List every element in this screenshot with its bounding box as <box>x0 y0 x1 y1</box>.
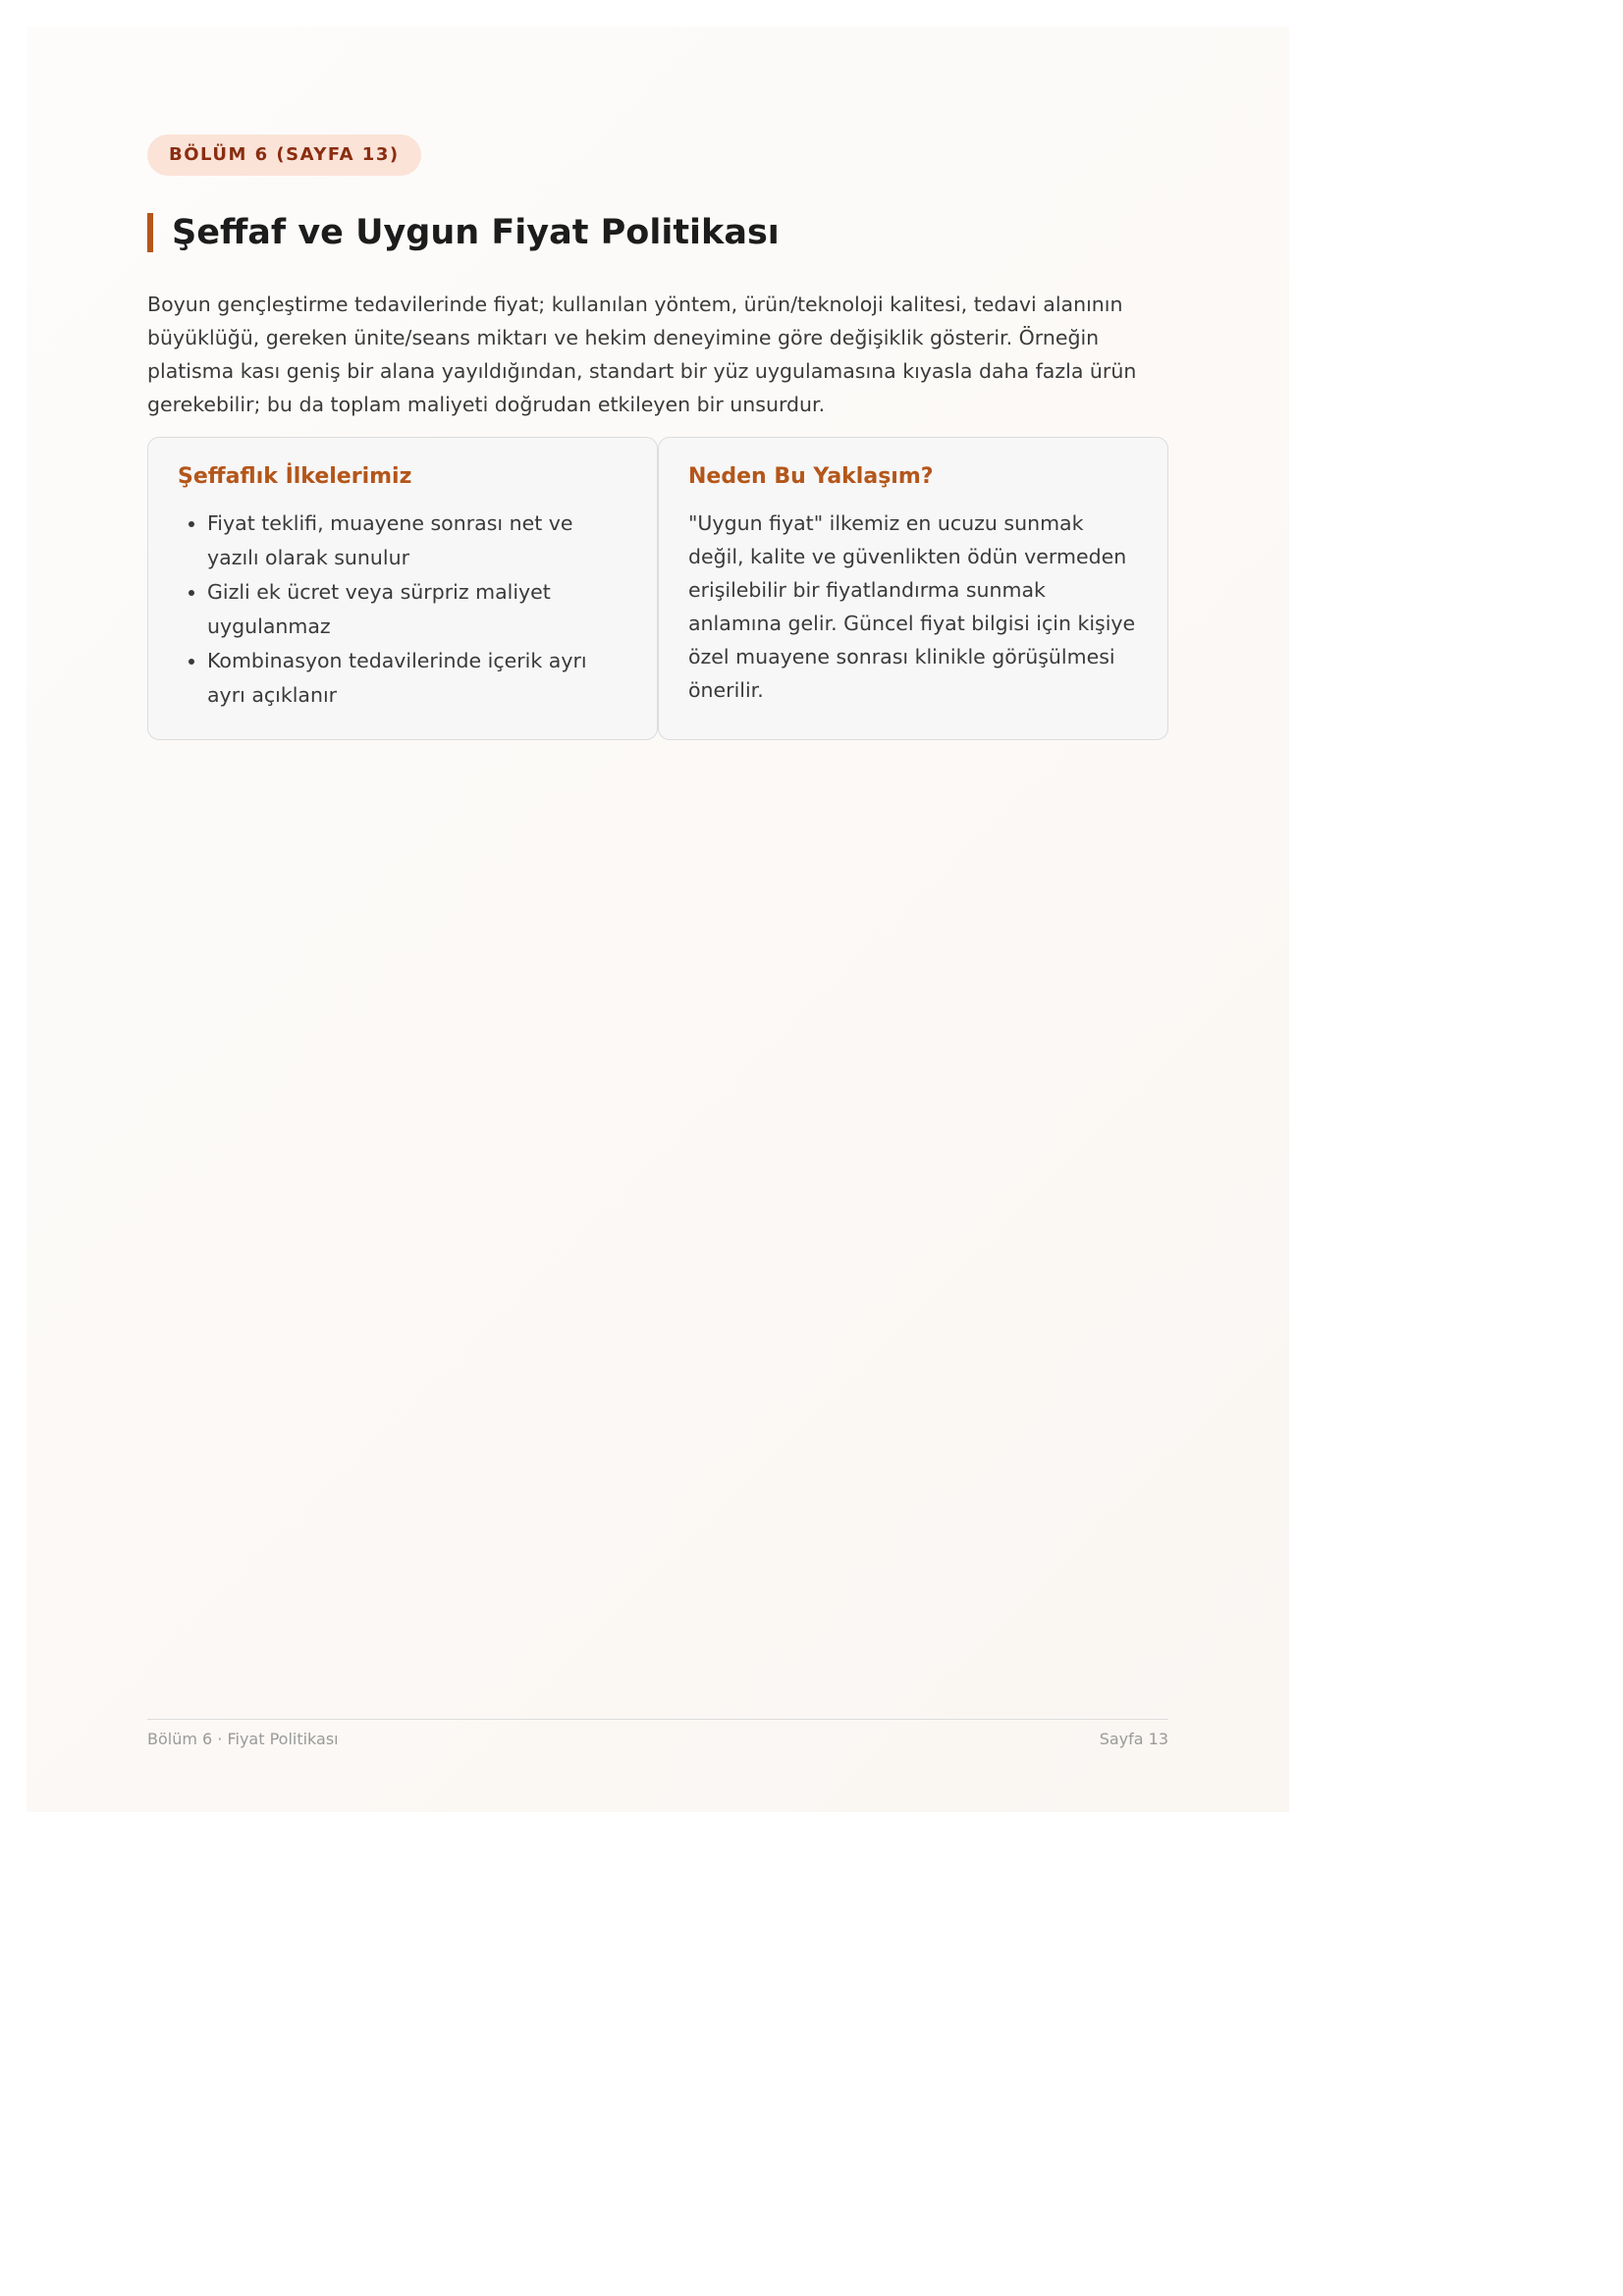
title-block <box>147 213 1168 252</box>
principles-card-title: Şeffaflık İlkelerimiz <box>178 464 412 489</box>
list-item: • Gizli ek ücret veya sürpriz maliyet uygulanmaz <box>207 575 627 644</box>
intro-paragraph: Boyun gençleştirme tedavilerinde fiyat; kullanılan yöntem, ürün/teknoloji kalitesi, tedavi alanının büyüklüğü, gereken ünite/seans miktarı ve hekim deneyimine göre değişiklik gösterir. Örneğin platisma kası geniş bir alana yayıldığından, standart bir yüz uygulamasına kıyasla daha fazla ürün gerekebilir; bu da toplam maliyeti doğrudan etkileyen bir unsurdur. <box>147 293 1137 416</box>
footer-page-number: Sayfa 13 <box>1099 1730 1168 1748</box>
list-item: • Fiyat teklifi, muayene sonrası net ve yazılı olarak sunulur <box>207 507 627 575</box>
info-cards <box>147 437 1168 740</box>
page-footer <box>147 1719 1168 1749</box>
approach-card <box>658 437 1168 740</box>
approach-card-title: Neden Bu Yaklaşım? <box>688 464 934 489</box>
document-page <box>27 27 1289 1812</box>
principles-list <box>178 507 627 713</box>
list-item: • Kombinasyon tedavilerinde içerik ayrı ayrı açıklanır <box>207 644 627 713</box>
section-badge: BÖLÜM 6 (SAYFA 13) <box>147 134 421 176</box>
approach-card-text: "Uygun fiyat" ilkemiz en ucuzu sunmak değil, kalite ve güvenlikten ödün vermeden erişilebilir bir fiyatlandırma sunmak anlamına gelir. Güncel fiyat bilgisi için kişiye özel muayene sonrası klinikle görüşülmesi önerilir. <box>688 511 1136 702</box>
principles-card <box>147 437 658 740</box>
page-title: Şeffaf ve Uygun Fiyat Politikası <box>172 213 780 252</box>
footer-section-label: Bölüm 6 · Fiyat Politikası <box>147 1730 339 1748</box>
